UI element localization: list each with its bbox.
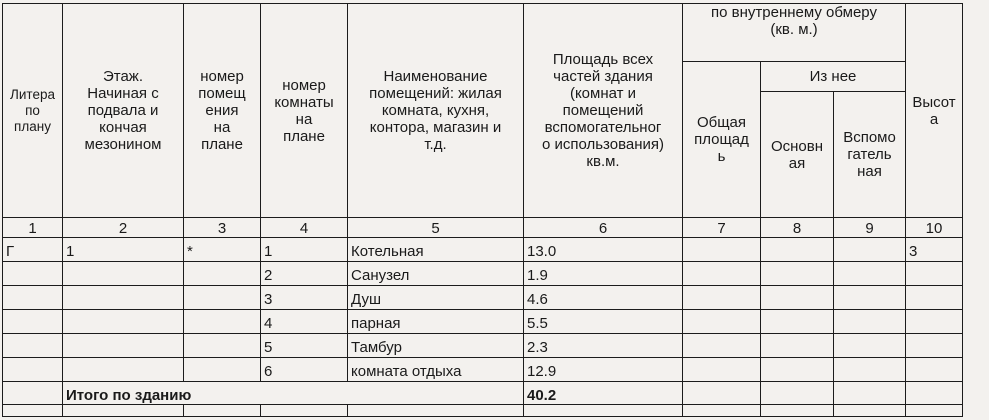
- cell-plan-number: 1: [261, 238, 348, 262]
- cell-litera: [3, 334, 63, 358]
- cell-floor: [63, 286, 184, 310]
- cell-plan-number: 4: [261, 310, 348, 334]
- table-row: [3, 262, 963, 286]
- header-auxiliary-area: Вспомо гатель ная: [834, 92, 906, 218]
- cell-plan-number: 5: [261, 334, 348, 358]
- cell-room-name: Санузел: [348, 262, 524, 286]
- column-number: 8: [761, 218, 834, 238]
- cell-plan-number: 6: [261, 358, 348, 382]
- cell-height: [906, 358, 963, 382]
- header-of-which: Из нее: [761, 62, 906, 92]
- cell-main-area: [761, 310, 834, 334]
- cell-room-number: [184, 286, 261, 310]
- cell-empty: [348, 405, 524, 417]
- cell-auxiliary-area: [834, 238, 906, 262]
- table-row: [3, 358, 963, 382]
- cell-litera: [3, 262, 63, 286]
- cell-general-area: [683, 310, 761, 334]
- cell-litera: [3, 358, 63, 382]
- cell-height: 3: [906, 238, 963, 262]
- room-area-table: [2, 3, 963, 417]
- cell-area: 13.0: [524, 238, 683, 262]
- column-number: 9: [834, 218, 906, 238]
- cell-general-area: [683, 334, 761, 358]
- column-number: 6: [524, 218, 683, 238]
- cell-empty: [3, 405, 63, 417]
- cell-empty: [834, 405, 906, 417]
- cell-empty: [524, 405, 683, 417]
- cell-height: [906, 262, 963, 286]
- cell-room-name: комната отдыха: [348, 358, 524, 382]
- blank-row: [3, 405, 963, 417]
- header-litera: Литера по плану: [3, 4, 63, 218]
- column-number: 1: [3, 218, 63, 238]
- cell-area: 5.5: [524, 310, 683, 334]
- cell-area: 4.6: [524, 286, 683, 310]
- cell-empty: [683, 382, 761, 405]
- cell-empty: [761, 382, 834, 405]
- cell-plan-number: 3: [261, 286, 348, 310]
- cell-room-name: Душ: [348, 286, 524, 310]
- cell-main-area: [761, 286, 834, 310]
- cell-main-area: [761, 238, 834, 262]
- cell-litera: [3, 286, 63, 310]
- cell-general-area: [683, 238, 761, 262]
- cell-empty: [761, 405, 834, 417]
- column-number: 2: [63, 218, 184, 238]
- cell-room-number: *: [184, 238, 261, 262]
- cell-floor: [63, 262, 184, 286]
- header-general-area: Общая площад ь: [683, 62, 761, 218]
- cell-area: 12.9: [524, 358, 683, 382]
- cell-auxiliary-area: [834, 262, 906, 286]
- cell-height: [906, 334, 963, 358]
- column-number-row: [3, 218, 963, 238]
- cell-main-area: [761, 358, 834, 382]
- cell-height: [906, 310, 963, 334]
- column-number: 10: [906, 218, 963, 238]
- column-number: 4: [261, 218, 348, 238]
- cell-floor: [63, 310, 184, 334]
- table-row: [3, 238, 963, 262]
- cell-room-name: Котельная: [348, 238, 524, 262]
- cell-empty: [3, 382, 63, 405]
- cell-empty: [63, 405, 184, 417]
- header-room-name: Наименование помещений: жилая комната, кухня, контора, магазин и т.д.: [348, 4, 524, 218]
- cell-auxiliary-area: [834, 286, 906, 310]
- cell-room-number: [184, 262, 261, 286]
- column-number: 5: [348, 218, 524, 238]
- cell-room-number: [184, 358, 261, 382]
- cell-floor: 1: [63, 238, 184, 262]
- cell-height: [906, 286, 963, 310]
- cell-auxiliary-area: [834, 334, 906, 358]
- table-row: [3, 310, 963, 334]
- column-number: 7: [683, 218, 761, 238]
- cell-litera: [3, 310, 63, 334]
- table-row: [3, 286, 963, 310]
- header-total-area: Площадь всех частей здания (комнат и помещений вспомогательног о использования) кв.м.: [524, 4, 683, 218]
- cell-empty: [261, 405, 348, 417]
- cell-floor: [63, 334, 184, 358]
- cell-floor: [63, 358, 184, 382]
- cell-area: 1.9: [524, 262, 683, 286]
- total-area: 40.2: [524, 382, 683, 405]
- column-number: 3: [184, 218, 261, 238]
- cell-plan-number: 2: [261, 262, 348, 286]
- total-row: [3, 382, 963, 405]
- cell-room-number: [184, 334, 261, 358]
- header-internal-measurement: по внутреннему обмеру (кв. м.): [683, 4, 906, 62]
- cell-main-area: [761, 262, 834, 286]
- cell-main-area: [761, 334, 834, 358]
- cell-litera: Г: [3, 238, 63, 262]
- cell-area: 2.3: [524, 334, 683, 358]
- cell-empty: [683, 405, 761, 417]
- header-floor: Этаж. Начиная с подвала и кончая мезонином: [63, 4, 184, 218]
- table-row: [3, 334, 963, 358]
- cell-empty: [906, 382, 963, 405]
- cell-empty: [834, 382, 906, 405]
- cell-auxiliary-area: [834, 358, 906, 382]
- cell-general-area: [683, 262, 761, 286]
- header-room-number: номер помещ ения на плане: [184, 4, 261, 218]
- cell-room-name: парная: [348, 310, 524, 334]
- cell-general-area: [683, 358, 761, 382]
- header-main-area: Основн ая: [761, 92, 834, 218]
- cell-empty: [184, 405, 261, 417]
- cell-empty: [906, 405, 963, 417]
- cell-general-area: [683, 286, 761, 310]
- total-label: Итого по зданию: [63, 382, 524, 405]
- header-plan-number: номер комнаты на плане: [261, 4, 348, 218]
- cell-room-name: Тамбур: [348, 334, 524, 358]
- cell-room-number: [184, 310, 261, 334]
- header-height: Высот а: [906, 4, 963, 218]
- cell-auxiliary-area: [834, 310, 906, 334]
